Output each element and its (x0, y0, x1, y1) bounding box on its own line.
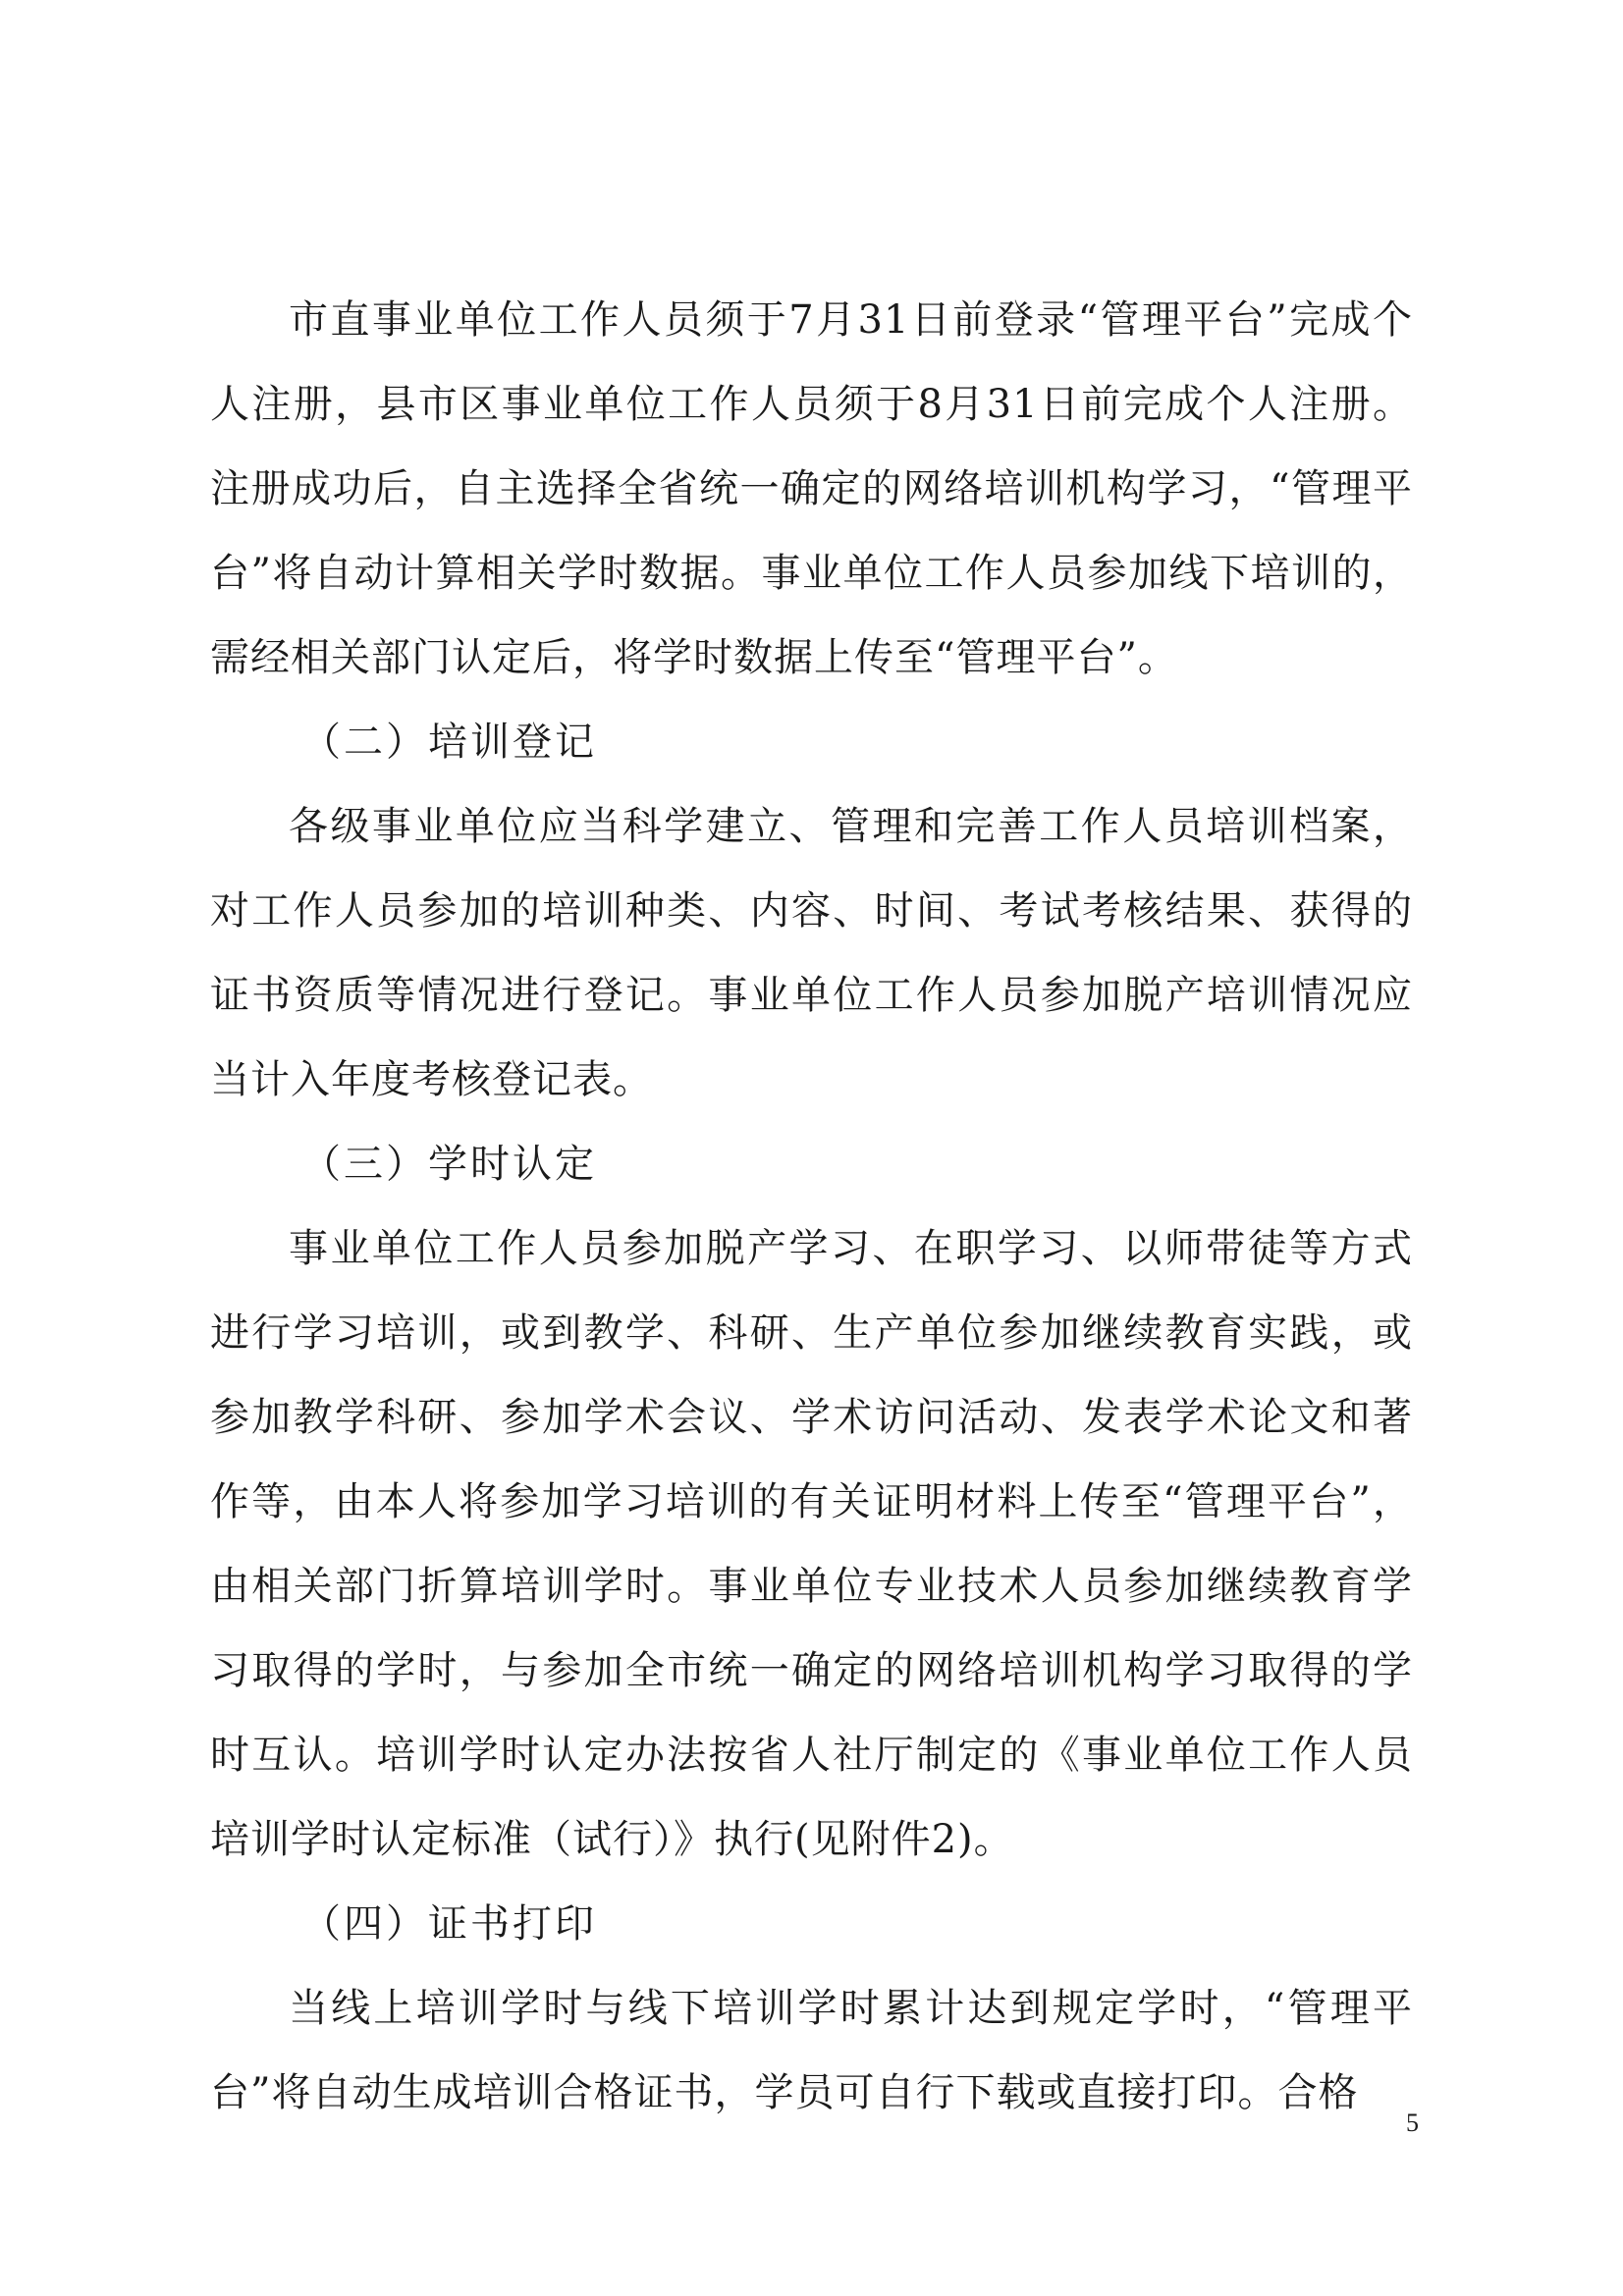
heading-certificate-printing: （四）证书打印 (301, 1901, 597, 1947)
page-number: 5 (1406, 2109, 1419, 2137)
paragraph-training-registration: 各级事业单位应当科学建立、管理和完善工作人员培训档案，对工作人员参加的培训种类、内容、时间、考试考核结果、获得的证书资质等情况进行登记。事业单位工作人员参加脱产培训情况应当计入年度考核登记表。 (210, 804, 1413, 1102)
heading-training-registration: （二）培训登记 (301, 720, 597, 765)
paragraph-certificate-printing: 当线上培训学时与线下培训学时累计达到规定学时，“管理平台”将自动生成培训合格证书，学员可自行下载或直接打印。合格 (210, 1986, 1413, 2115)
heading-hours-recognition: （三）学时认定 (301, 1142, 597, 1187)
paragraph-registration: 市直事业单位工作人员须于7月31日前登录“管理平台”完成个人注册，县市区事业单位工作人员须于8月31日前完成个人注册。注册成功后，自主选择全省统一确定的网络培训机构学习，“管理平台”将自动计算相关学时数据。事业单位工作人员参加线下培训的，需经相关部门认定后，将学时数据上传至“管理平台”。 (210, 297, 1413, 680)
document-body (210, 278, 1413, 2135)
paragraph-hours-recognition: 事业单位工作人员参加脱产学习、在职学习、以师带徒等方式进行学习培训，或到教学、科研、生产单位参加继续教育实践，或参加教学科研、参加学术会议、学术访问活动、发表学术论文和著作等，由本人将参加学习培训的有关证明材料上传至“管理平台”，由相关部门折算培训学时。事业单位专业技术人员参加继续教育学习取得的学时，与参加全市统一确定的网络培训机构学习取得的学时互认。培训学时认定办法按省人社厅制定的《事业单位工作人员培训学时认定标准（试行）》执行(见附件2)。 (210, 1226, 1413, 1862)
